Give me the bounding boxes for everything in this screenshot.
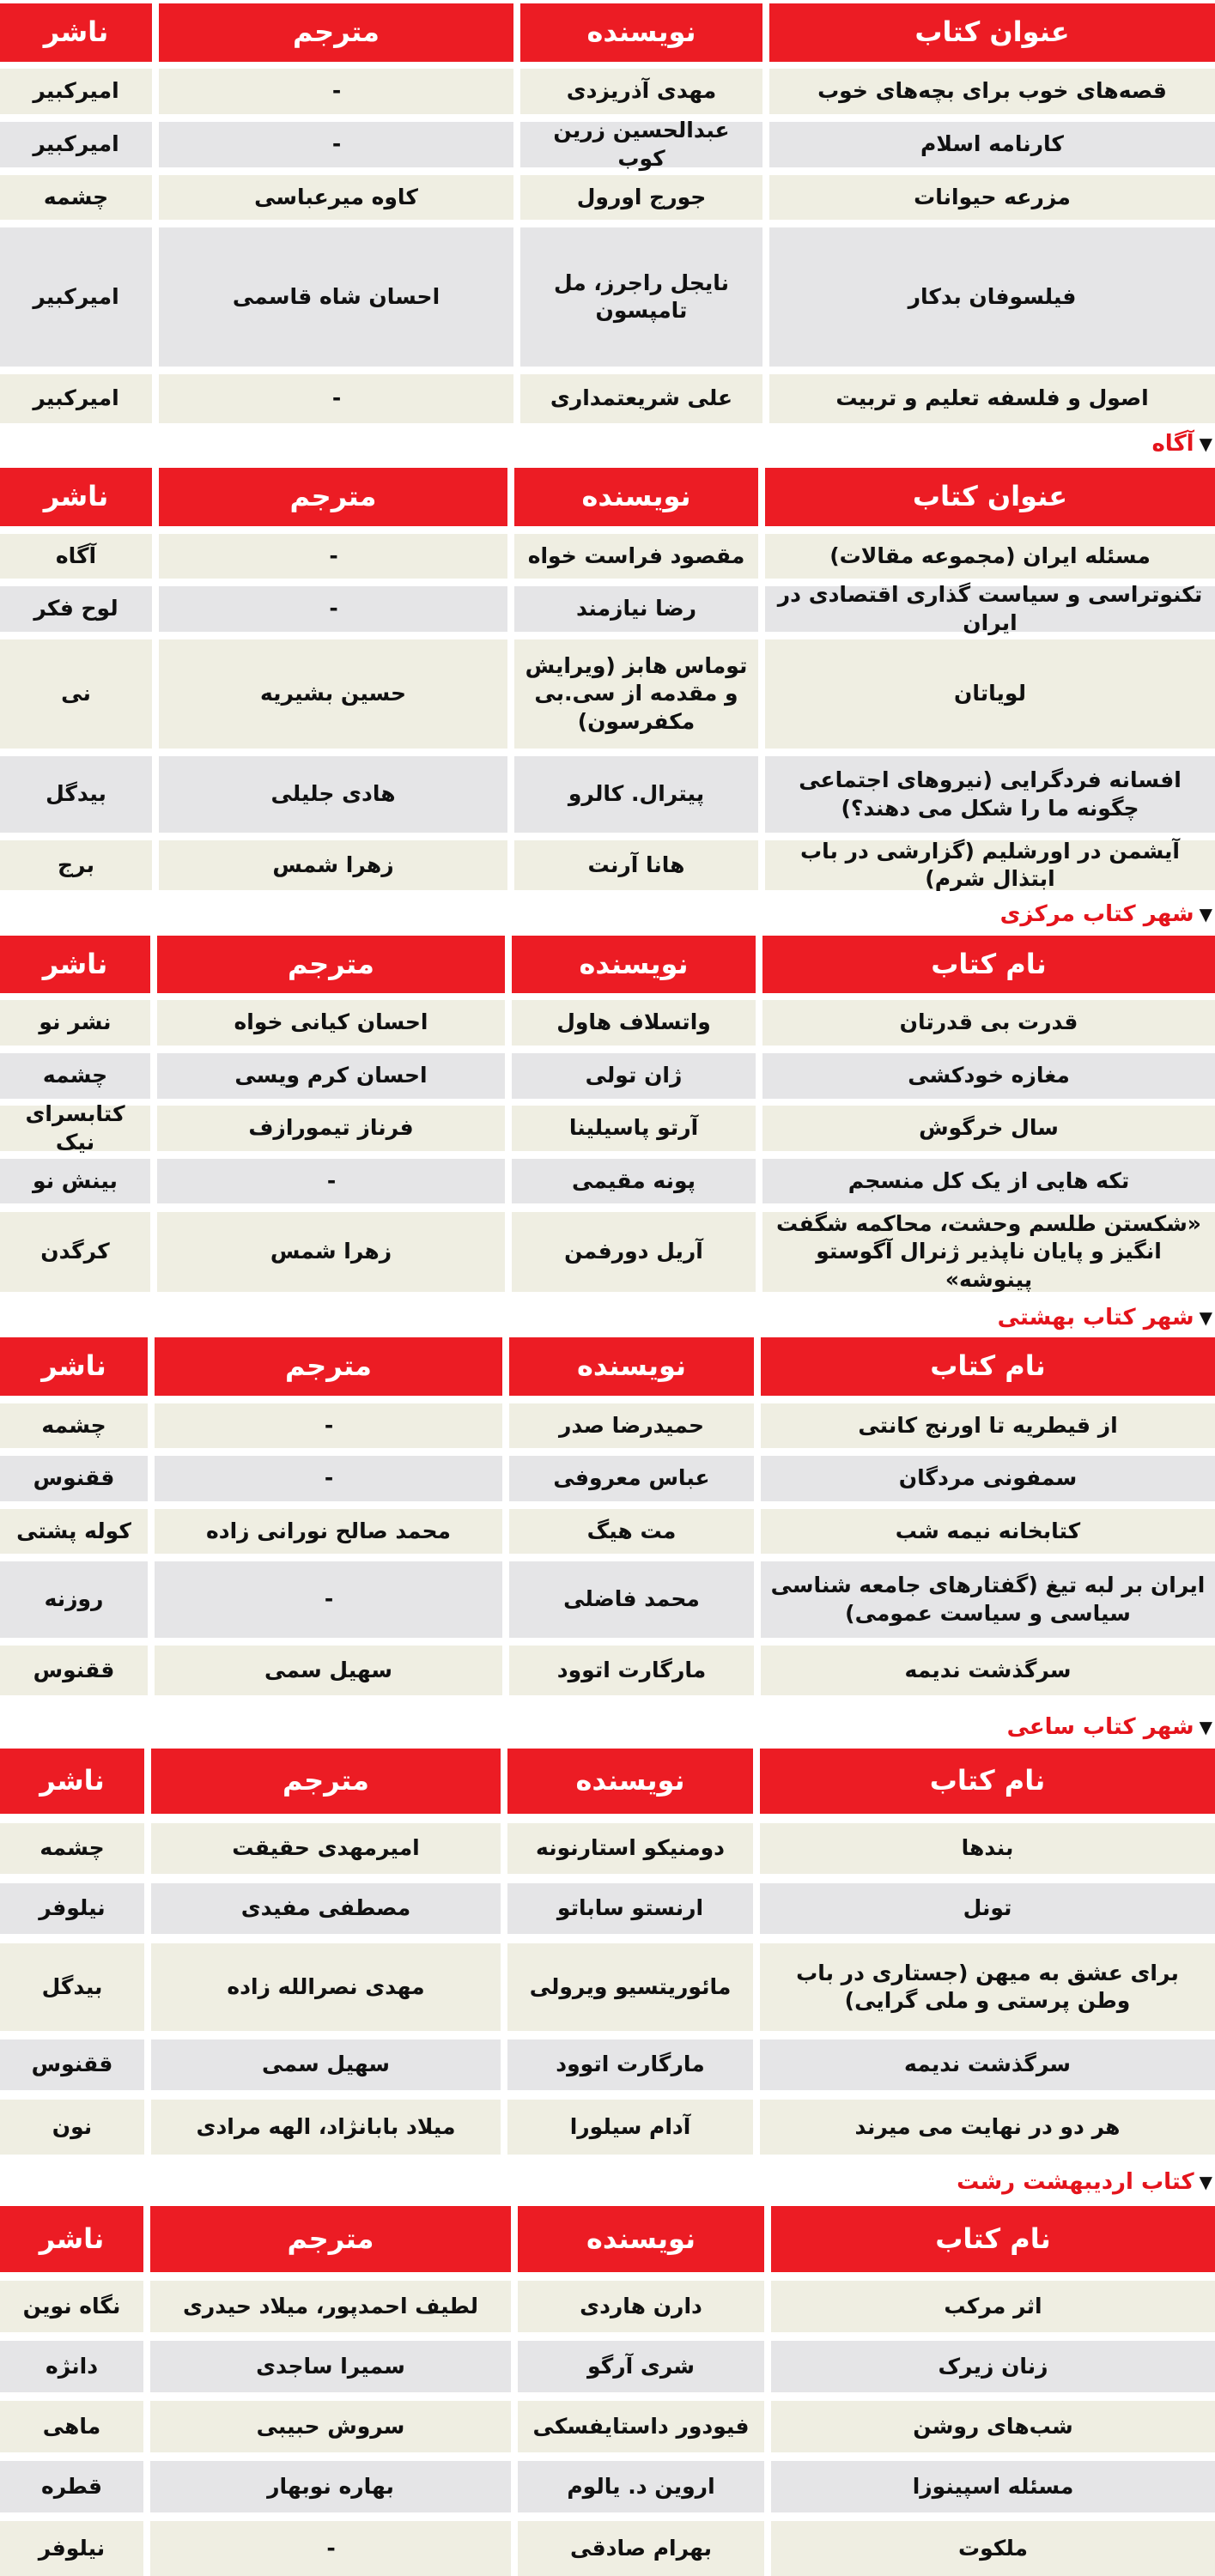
cell-translator: - xyxy=(150,2521,511,2576)
cell-book-title: کارنامه اسلام xyxy=(769,122,1215,167)
cell-translator: - xyxy=(159,586,507,632)
cell-translator: احسان کیانی خواه xyxy=(157,1000,505,1046)
cell-translator: احسان شاه قاسمی xyxy=(159,227,513,367)
header-author: نویسنده xyxy=(520,3,762,62)
section-title xyxy=(957,2167,1212,2197)
cell-translator: زهرا شمس xyxy=(157,1212,505,1292)
header-translator: مترجم xyxy=(159,3,513,62)
cell-translator: - xyxy=(159,374,513,423)
header-publisher: ناشر xyxy=(0,2206,143,2272)
cell-publisher: کتابسرای نیک xyxy=(0,1106,150,1151)
cell-publisher: برج xyxy=(0,840,152,890)
cell-translator: کاوه میرعباسی xyxy=(159,175,513,220)
cell-publisher: چشمه xyxy=(0,1053,150,1099)
triangle-down-icon: ▼ xyxy=(1199,904,1212,924)
cell-publisher: ققنوس xyxy=(0,1646,148,1695)
cell-author: عبدالحسین زرین کوب xyxy=(520,122,762,167)
cell-book-title: از قیطریه تا اورنج کانتی xyxy=(761,1403,1215,1448)
cell-publisher: لوح فکر xyxy=(0,586,152,632)
cell-translator: حسین بشیریه xyxy=(159,639,507,749)
cell-translator: - xyxy=(159,69,513,114)
cell-publisher: امیرکبیر xyxy=(0,374,152,423)
cell-publisher: نگاه نوین xyxy=(0,2281,143,2332)
header-book-title: عنوان کتاب xyxy=(769,3,1215,62)
cell-book-title: تکنوتراسی و سیاست گذاری اقتصادی در ایران xyxy=(765,586,1215,632)
header-author: نویسنده xyxy=(509,1337,754,1396)
header-translator: مترجم xyxy=(159,468,507,526)
header-book-title: نام کتاب xyxy=(760,1749,1215,1814)
cell-translator: میلاد بابانژاد، الهه مرادی xyxy=(151,2100,501,2155)
cell-author: نایجل راجرز، مل تامپسون xyxy=(520,227,762,367)
triangle-down-icon: ▼ xyxy=(1199,433,1212,454)
cell-publisher: آگاه xyxy=(0,534,152,579)
cell-translator: - xyxy=(159,122,513,167)
cell-author: توماس هابز (ویرایش و مقدمه از سی.بی مکفرسون) xyxy=(514,639,758,749)
cell-book-title: اثر مرکب xyxy=(771,2281,1215,2332)
cell-author: عباس معروفی xyxy=(509,1456,754,1501)
cell-author: مارگارت اتوود xyxy=(507,2040,753,2090)
cell-book-title: قدرت بی قدرتان xyxy=(762,1000,1215,1046)
cell-publisher: نون xyxy=(0,2100,144,2155)
cell-book-title: شب‌های روشن xyxy=(771,2401,1215,2452)
cell-book-title: تکه هایی از یک کل منسجم xyxy=(762,1159,1215,1203)
cell-publisher: بینش نو xyxy=(0,1159,150,1203)
cell-author: واتسلاف هاول xyxy=(512,1000,756,1046)
cell-author: ارنستو ساباتو xyxy=(507,1883,753,1934)
cell-publisher: ققنوس xyxy=(0,1456,148,1501)
cell-author: رضا نیازمند xyxy=(514,586,758,632)
cell-translator: مصطفی مفیدی xyxy=(151,1883,501,1934)
cell-author: حمیدرضا صدر xyxy=(509,1403,754,1448)
cell-author: آدام سیلورا xyxy=(507,2100,753,2155)
cell-author: مائوریتسیو ویرولی xyxy=(507,1943,753,2031)
cell-translator: - xyxy=(157,1159,505,1203)
cell-publisher: امیرکبیر xyxy=(0,122,152,167)
cell-publisher: امیرکبیر xyxy=(0,227,152,367)
section-title-text: کتاب اردیبهشت رشت xyxy=(957,2169,1194,2195)
cell-publisher: ققنوس xyxy=(0,2040,144,2090)
cell-publisher: قطره xyxy=(0,2461,143,2512)
header-translator: مترجم xyxy=(155,1337,502,1396)
cell-book-title: اصول و فلسفه تعلیم و تربیت xyxy=(769,374,1215,423)
cell-translator: - xyxy=(155,1456,502,1501)
cell-translator: لطیف احمدپور، میلاد حیدری xyxy=(150,2281,511,2332)
header-book-title: عنوان کتاب xyxy=(765,468,1215,526)
cell-author: شری آرگو xyxy=(518,2341,764,2392)
header-publisher: ناشر xyxy=(0,468,152,526)
cell-book-title: برای عشق به میهن (جستاری در باب وطن پرستی و ملی گرایی) xyxy=(760,1943,1215,2031)
cell-translator: سمیرا ساجدی xyxy=(150,2341,511,2392)
cell-book-title: سال خرگوش xyxy=(762,1106,1215,1151)
header-author: نویسنده xyxy=(514,468,758,526)
cell-publisher: کرگدن xyxy=(0,1212,150,1292)
cell-publisher: بیدگل xyxy=(0,756,152,833)
cell-publisher: نیلوفر xyxy=(0,2521,143,2576)
cell-publisher: دانژه xyxy=(0,2341,143,2392)
triangle-down-icon: ▼ xyxy=(1199,1717,1212,1737)
header-translator: مترجم xyxy=(150,2206,511,2272)
cell-translator: - xyxy=(159,534,507,579)
cell-book-title: مزرعه حیوانات xyxy=(769,175,1215,220)
section-title xyxy=(998,1303,1212,1332)
cell-author: مهدی آذریزدی xyxy=(520,69,762,114)
cell-book-title: افسانه فردگرایی (نیروهای اجتماعی چگونه ما را شکل می دهند؟) xyxy=(765,756,1215,833)
cell-publisher: چشمه xyxy=(0,1403,148,1448)
cell-publisher: امیرکبیر xyxy=(0,69,152,114)
cell-publisher: نیلوفر xyxy=(0,1883,144,1934)
cell-book-title: تونل xyxy=(760,1883,1215,1934)
cell-author: اروین د. یالوم xyxy=(518,2461,764,2512)
header-book-title: نام کتاب xyxy=(771,2206,1215,2272)
cell-translator: - xyxy=(155,1403,502,1448)
cell-book-title: آیشمن در اورشلیم (گزارشی در باب ابتذال شرم) xyxy=(765,840,1215,890)
cell-author: آریل دورفمن xyxy=(512,1212,756,1292)
cell-translator: زهرا شمس xyxy=(159,840,507,890)
cell-book-title: ایران بر لبه تیغ (گفتارهای جامعه شناسی سیاسی و سیاست عمومی) xyxy=(761,1561,1215,1638)
section-title-text: شهر کتاب مرکزی xyxy=(999,901,1194,927)
cell-book-title: مغازه خودکشی xyxy=(762,1053,1215,1099)
section-title xyxy=(1007,1712,1212,1742)
cell-author: پونه مقیمی xyxy=(512,1159,756,1203)
cell-book-title: فیلسوفان بدکار xyxy=(769,227,1215,367)
cell-author: پیترال. کالرو xyxy=(514,756,758,833)
cell-publisher: چشمه xyxy=(0,175,152,220)
header-author: نویسنده xyxy=(512,936,756,993)
header-book-title: نام کتاب xyxy=(761,1337,1215,1396)
cell-book-title: بندها xyxy=(760,1823,1215,1874)
cell-publisher: نی xyxy=(0,639,152,749)
cell-author: علی شریعتمداری xyxy=(520,374,762,423)
cell-book-title: مسئله اسپینوزا xyxy=(771,2461,1215,2512)
cell-translator: سروش حبیبی xyxy=(150,2401,511,2452)
cell-author: دارن هاردی xyxy=(518,2281,764,2332)
cell-book-title: لویاتان xyxy=(765,639,1215,749)
cell-translator: سهیل سمی xyxy=(151,2040,501,2090)
cell-publisher: بیدگل xyxy=(0,1943,144,2031)
cell-book-title: قصه‌های خوب برای بچه‌های خوب xyxy=(769,69,1215,114)
cell-book-title: سمفونی مردگان xyxy=(761,1456,1215,1501)
cell-book-title: «شکستن طلسم وحشت، محاکمه شگفت انگیز و پایان ناپذیر ژنرال آگوستو پینوشه» xyxy=(762,1212,1215,1292)
cell-translator: امیرمهدی حقیقت xyxy=(151,1823,501,1874)
cell-translator: بهاره نوبهار xyxy=(150,2461,511,2512)
section-title-text: آگاه xyxy=(1151,431,1194,457)
cell-publisher: ماهی xyxy=(0,2401,143,2452)
cell-book-title: سرگذشت ندیمه xyxy=(761,1646,1215,1695)
cell-translator: احسان کرم ویسی xyxy=(157,1053,505,1099)
cell-publisher: روزنه xyxy=(0,1561,148,1638)
header-publisher: ناشر xyxy=(0,936,150,993)
cell-author: بهرام صادقی xyxy=(518,2521,764,2576)
header-publisher: ناشر xyxy=(0,1337,148,1396)
section-title xyxy=(1000,900,1212,929)
header-translator: مترجم xyxy=(157,936,505,993)
header-book-title: نام کتاب xyxy=(762,936,1215,993)
cell-author: ژان تولی xyxy=(512,1053,756,1099)
cell-publisher: نشر نو xyxy=(0,1000,150,1046)
cell-translator: هادی جلیلی xyxy=(159,756,507,833)
cell-author: هانا آرنت xyxy=(514,840,758,890)
cell-author: مقصود فراست خواه xyxy=(514,534,758,579)
cell-author: مت هیگ xyxy=(509,1509,754,1554)
cell-translator: - xyxy=(155,1561,502,1638)
section-title-text: شهر کتاب بهشتی xyxy=(997,1305,1194,1330)
triangle-down-icon: ▼ xyxy=(1199,1307,1212,1328)
cell-author: محمد فاضلی xyxy=(509,1561,754,1638)
cell-author: جورج اورول xyxy=(520,175,762,220)
cell-book-title: ملکوت xyxy=(771,2521,1215,2576)
header-author: نویسنده xyxy=(507,1749,753,1814)
cell-author: آرتو پاسیلینا xyxy=(512,1106,756,1151)
cell-author: فیودور داستایفسکی xyxy=(518,2401,764,2452)
cell-book-title: هر دو در نهایت می میرند xyxy=(760,2100,1215,2155)
cell-author: مارگارت اتوود xyxy=(509,1646,754,1695)
cell-book-title: سرگذشت ندیمه xyxy=(760,2040,1215,2090)
cell-book-title: زنان زیرک xyxy=(771,2341,1215,2392)
cell-book-title: کتابخانه نیمه شب xyxy=(761,1509,1215,1554)
triangle-down-icon: ▼ xyxy=(1199,2172,1212,2192)
cell-translator: فرناز تیمورازف xyxy=(157,1106,505,1151)
header-publisher: ناشر xyxy=(0,3,152,62)
section-title xyxy=(1151,429,1212,458)
section-title-text: شهر کتاب ساعی xyxy=(1006,1714,1194,1740)
header-publisher: ناشر xyxy=(0,1749,144,1814)
header-author: نویسنده xyxy=(518,2206,764,2272)
cell-translator: سهیل سمی xyxy=(155,1646,502,1695)
header-translator: مترجم xyxy=(151,1749,501,1814)
cell-translator: مهدی نصرالله زاده xyxy=(151,1943,501,2031)
cell-translator: محمد صالح نورانی زاده xyxy=(155,1509,502,1554)
cell-publisher: چشمه xyxy=(0,1823,144,1874)
cell-publisher: کوله پشتی xyxy=(0,1509,148,1554)
cell-author: دومنیکو استارنونه xyxy=(507,1823,753,1874)
cell-book-title: مسئله ایران (مجموعه مقالات) xyxy=(765,534,1215,579)
